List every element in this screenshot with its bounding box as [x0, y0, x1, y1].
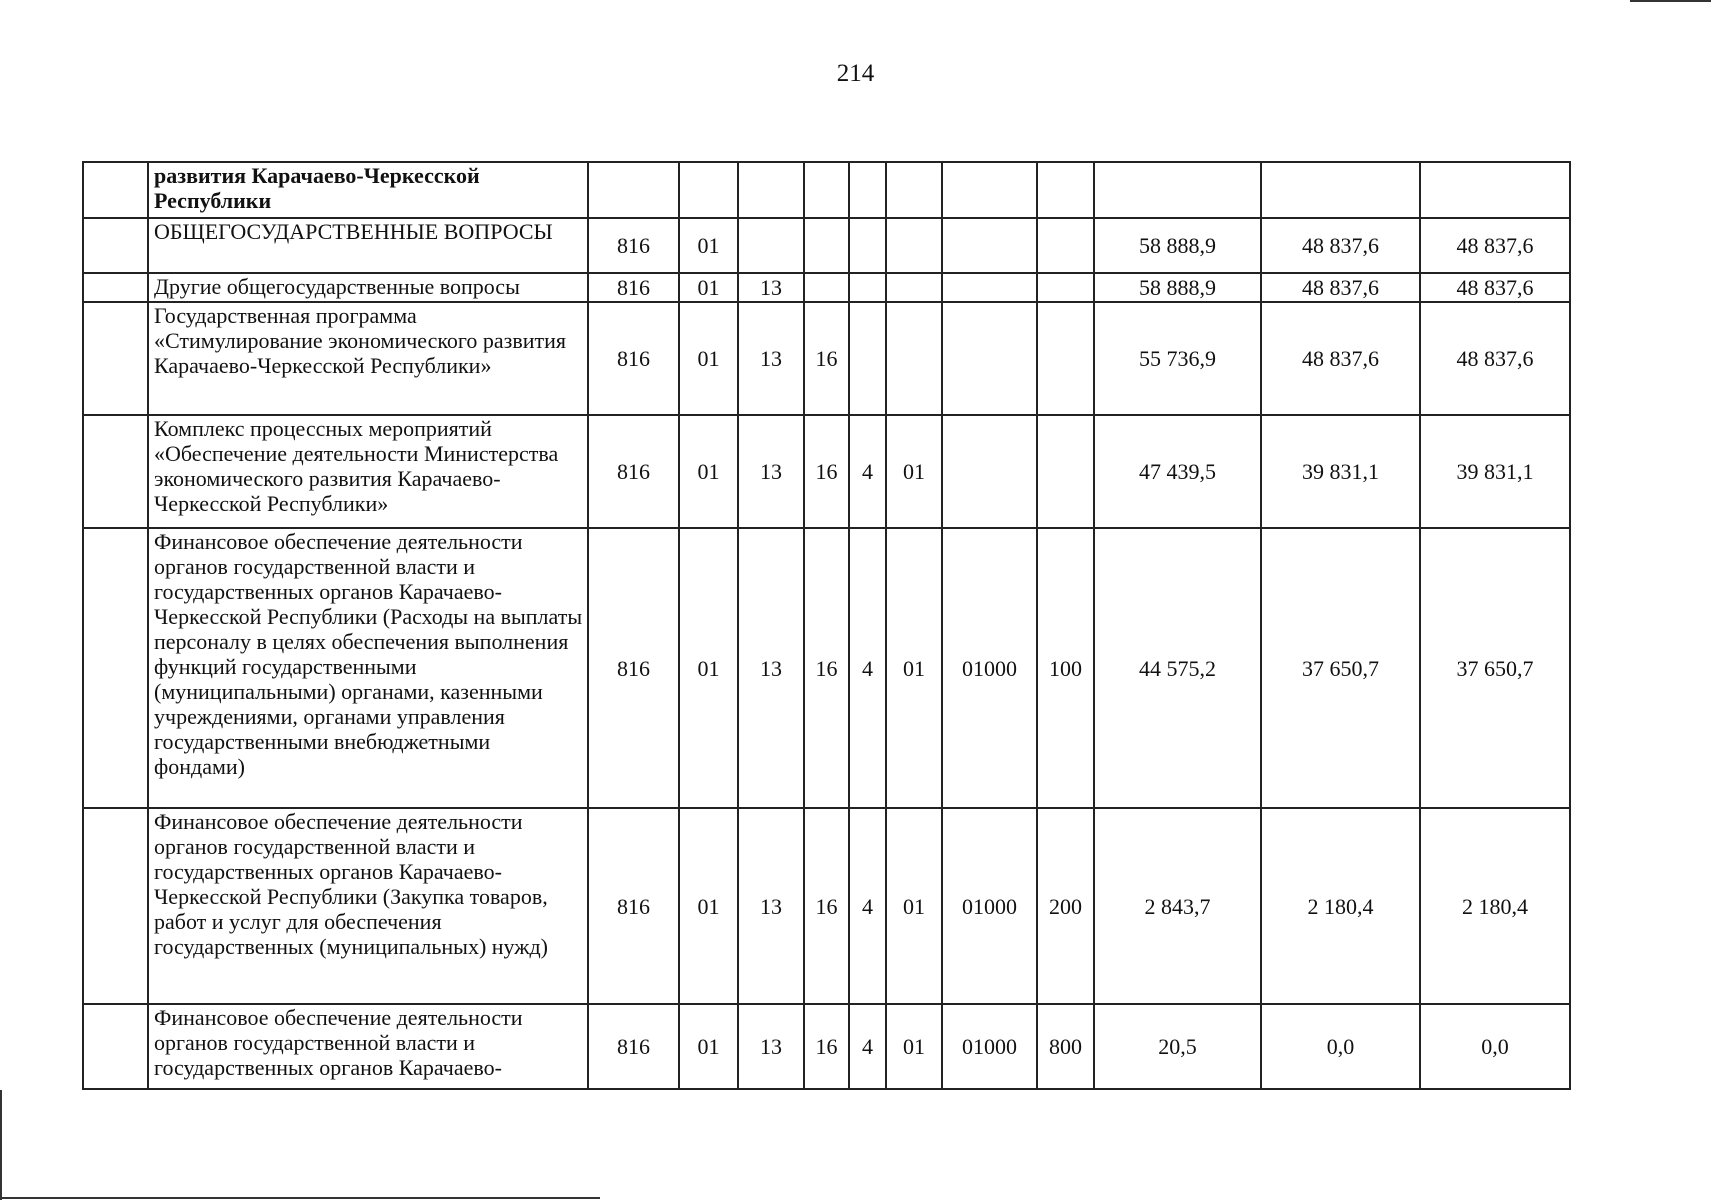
section-cell: 01 — [679, 415, 738, 528]
measure-cell — [886, 302, 942, 415]
program-cell — [804, 273, 849, 302]
direction-cell: 01000 — [942, 528, 1037, 808]
expense-type-cell — [1037, 273, 1094, 302]
section-cell: 01 — [679, 273, 738, 302]
amount-year2-cell: 48 837,6 — [1261, 218, 1420, 273]
amount-year1-cell: 47 439,5 — [1094, 415, 1261, 528]
subsection-cell: 13 — [738, 1004, 804, 1089]
program-cell: 16 — [804, 528, 849, 808]
amount-year1-cell — [1094, 162, 1261, 218]
program-cell — [804, 218, 849, 273]
table-row — [83, 1004, 1570, 1089]
program-cell: 16 — [804, 808, 849, 1004]
ministry-code-cell: 816 — [588, 528, 679, 808]
section-cell — [679, 162, 738, 218]
amount-year1-cell: 44 575,2 — [1094, 528, 1261, 808]
expense-type-cell: 100 — [1037, 528, 1094, 808]
table-row — [83, 415, 1570, 528]
amount-year3-cell: 2 180,4 — [1420, 808, 1570, 1004]
direction-cell: 01000 — [942, 808, 1037, 1004]
index-cell — [83, 162, 148, 218]
subprogram-cell — [849, 218, 886, 273]
subsection-cell: 13 — [738, 415, 804, 528]
ministry-code-cell: 816 — [588, 273, 679, 302]
program-cell: 16 — [804, 415, 849, 528]
table-row — [83, 218, 1570, 273]
table-row — [83, 528, 1570, 808]
subsection-cell: 13 — [738, 808, 804, 1004]
expense-type-cell — [1037, 218, 1094, 273]
scan-line-bottom — [0, 1197, 600, 1199]
amount-year2-cell: 48 837,6 — [1261, 302, 1420, 415]
budget-table-body — [83, 162, 1570, 1089]
subprogram-cell: 4 — [849, 1004, 886, 1089]
subprogram-cell: 4 — [849, 415, 886, 528]
program-cell: 16 — [804, 1004, 849, 1089]
section-cell: 01 — [679, 528, 738, 808]
subsection-cell: 13 — [738, 528, 804, 808]
index-cell — [83, 302, 148, 415]
index-cell — [83, 415, 148, 528]
measure-cell — [886, 273, 942, 302]
program-cell — [804, 162, 849, 218]
subprogram-cell: 4 — [849, 808, 886, 1004]
measure-cell: 01 — [886, 1004, 942, 1089]
amount-year2-cell: 48 837,6 — [1261, 273, 1420, 302]
scan-line-top-right — [1630, 0, 1711, 2]
subprogram-cell: 4 — [849, 528, 886, 808]
amount-year1-cell: 20,5 — [1094, 1004, 1261, 1089]
subsection-cell — [738, 218, 804, 273]
amount-year2-cell: 0,0 — [1261, 1004, 1420, 1089]
table-row — [83, 162, 1570, 218]
section-cell: 01 — [679, 808, 738, 1004]
ministry-code-cell: 816 — [588, 218, 679, 273]
index-cell — [83, 528, 148, 808]
subprogram-cell — [849, 162, 886, 218]
amount-year1-cell: 2 843,7 — [1094, 808, 1261, 1004]
amount-year3-cell: 39 831,1 — [1420, 415, 1570, 528]
direction-cell — [942, 302, 1037, 415]
scan-line-left — [0, 1090, 2, 1200]
item-name-cell: Государственная программа «Стимулирование экономического развития Карачаево-Черкесской Республики» — [148, 302, 588, 415]
section-cell: 01 — [679, 218, 738, 273]
measure-cell: 01 — [886, 808, 942, 1004]
table-row — [83, 808, 1570, 1004]
measure-cell: 01 — [886, 415, 942, 528]
subsection-cell: 13 — [738, 273, 804, 302]
table-row — [83, 273, 1570, 302]
amount-year2-cell: 37 650,7 — [1261, 528, 1420, 808]
index-cell — [83, 273, 148, 302]
subsection-cell — [738, 162, 804, 218]
ministry-code-cell: 816 — [588, 808, 679, 1004]
index-cell — [83, 1004, 148, 1089]
index-cell — [83, 218, 148, 273]
amount-year2-cell: 2 180,4 — [1261, 808, 1420, 1004]
amount-year3-cell — [1420, 162, 1570, 218]
program-cell: 16 — [804, 302, 849, 415]
direction-cell: 01000 — [942, 1004, 1037, 1089]
measure-cell — [886, 162, 942, 218]
expense-type-cell: 800 — [1037, 1004, 1094, 1089]
ministry-code-cell — [588, 162, 679, 218]
expense-type-cell — [1037, 302, 1094, 415]
section-cell: 01 — [679, 302, 738, 415]
subprogram-cell — [849, 302, 886, 415]
table-row — [83, 302, 1570, 415]
direction-cell — [942, 415, 1037, 528]
amount-year2-cell: 39 831,1 — [1261, 415, 1420, 528]
item-name-cell: Финансовое обеспечение деятельности органов государственной власти и государственных органов Карачаево-Черкесской Республики (Расходы на выплаты персоналу в целях обеспечения выполнения функций государственными (муниципальными) органами, казенными учреждениями, органами управления государственными внебюджетными фондами) — [148, 528, 588, 808]
ministry-code-cell: 816 — [588, 1004, 679, 1089]
measure-cell: 01 — [886, 528, 942, 808]
expense-type-cell — [1037, 415, 1094, 528]
ministry-code-cell: 816 — [588, 302, 679, 415]
item-name-cell: Финансовое обеспечение деятельности органов государственной власти и государственных органов Карачаево-Черкесской Республики (Закупка товаров, работ и услуг для обеспечения государственных (муниципальных) нужд) — [148, 808, 588, 1004]
amount-year1-cell: 58 888,9 — [1094, 218, 1261, 273]
expense-type-cell — [1037, 162, 1094, 218]
amount-year1-cell: 58 888,9 — [1094, 273, 1261, 302]
amount-year3-cell: 48 837,6 — [1420, 273, 1570, 302]
item-name-cell: Другие общегосударственные вопросы — [148, 273, 588, 302]
item-name-cell: ОБЩЕГОСУДАРСТВЕННЫЕ ВОПРОСЫ — [148, 218, 588, 273]
measure-cell — [886, 218, 942, 273]
amount-year3-cell: 48 837,6 — [1420, 218, 1570, 273]
page-number: 214 — [836, 60, 875, 87]
amount-year2-cell — [1261, 162, 1420, 218]
ministry-code-cell: 816 — [588, 415, 679, 528]
section-cell: 01 — [679, 1004, 738, 1089]
subsection-cell: 13 — [738, 302, 804, 415]
index-cell — [83, 808, 148, 1004]
item-name-cell: Финансовое обеспечение деятельности органов государственной власти и государственных органов Карачаево- — [148, 1004, 588, 1089]
budget-table — [82, 161, 1571, 1090]
direction-cell — [942, 218, 1037, 273]
amount-year3-cell: 37 650,7 — [1420, 528, 1570, 808]
amount-year3-cell: 0,0 — [1420, 1004, 1570, 1089]
subprogram-cell — [849, 273, 886, 302]
direction-cell — [942, 162, 1037, 218]
direction-cell — [942, 273, 1037, 302]
item-name-cell: развития Карачаево-Черкесской Республики — [148, 162, 588, 218]
expense-type-cell: 200 — [1037, 808, 1094, 1004]
amount-year3-cell: 48 837,6 — [1420, 302, 1570, 415]
item-name-cell: Комплекс процессных мероприятий «Обеспечение деятельности Министерства экономического развития Карачаево-Черкесской Республики» — [148, 415, 588, 528]
amount-year1-cell: 55 736,9 — [1094, 302, 1261, 415]
